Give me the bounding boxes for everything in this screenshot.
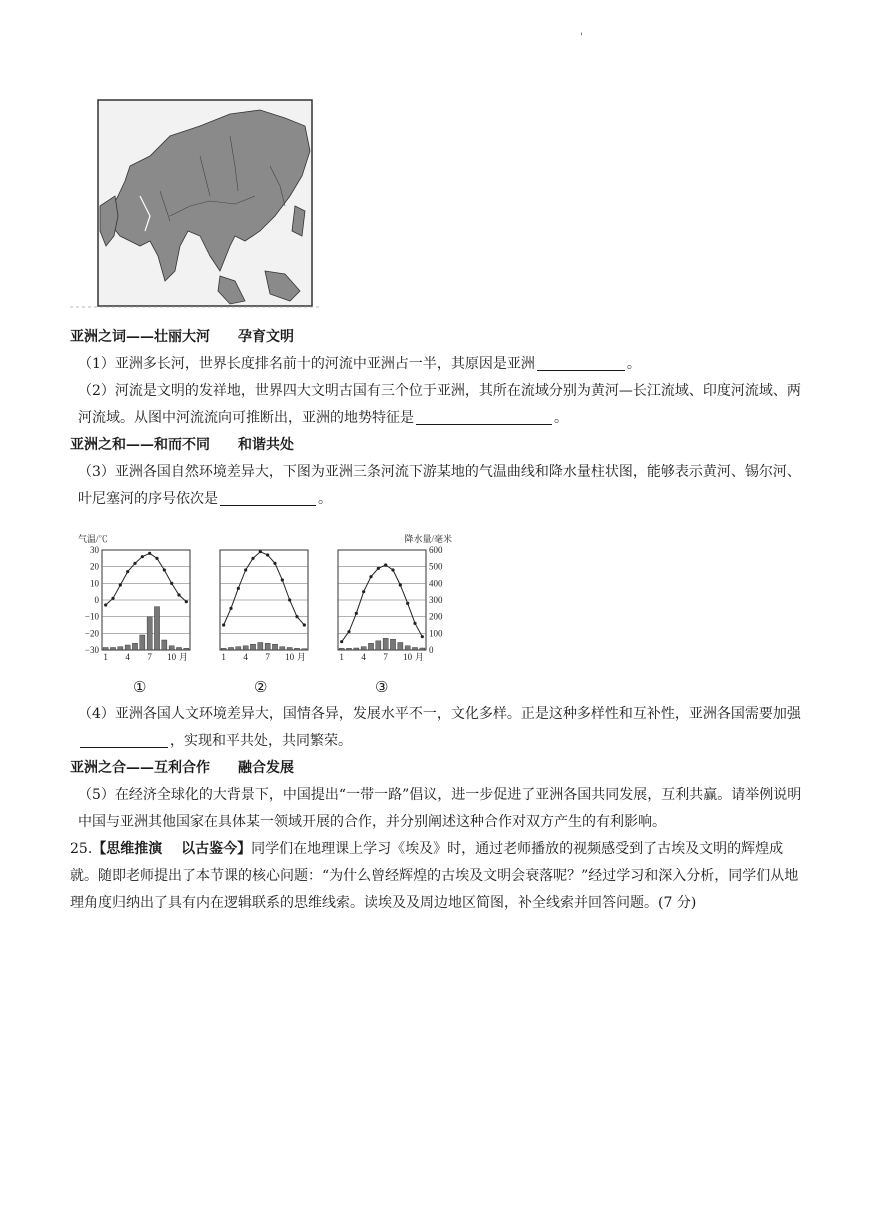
page-mark: ' xyxy=(580,32,583,43)
temperature-point xyxy=(413,622,416,625)
temperature-point xyxy=(273,562,276,565)
y2-tick-label: 500 xyxy=(429,561,443,572)
temperature-point xyxy=(369,575,372,578)
precipitation-bar xyxy=(294,648,299,650)
x-tick-label: 1 xyxy=(339,652,344,662)
temperature-point xyxy=(244,568,247,571)
section-title: 亚洲之和——和而不同 xyxy=(70,437,210,453)
section-heading-1 xyxy=(70,324,802,351)
precipitation-bar xyxy=(346,648,351,650)
temperature-point xyxy=(362,590,365,593)
question-text: （4）亚洲各国人文环境差异大，国情各异，发展水平不一，文化多样。正是这种多样性和互补性，亚洲各国需要加强 xyxy=(78,706,801,722)
question-text: （1）亚洲多长河，世界长度排名前十的河流中亚洲占一半，其原因是亚洲 xyxy=(78,356,535,372)
y-tick-label: 0 xyxy=(94,595,99,605)
temperature-point xyxy=(355,612,358,615)
precipitation-bar xyxy=(184,648,189,650)
y2-axis-title: 降水量/毫米 xyxy=(404,534,452,544)
section-subtitle: 融合发展 xyxy=(238,760,294,776)
precipitation-bar xyxy=(154,607,159,650)
question-text: 同学们在地理课上学习《埃及》时，通过老师播放的视频感受到了古埃及文明的辉煌成就。随即老师提出了本节课的核心问题：“为什么曾经辉煌的古埃及文明会衰落呢？”经过学习和深入分析，同学们从地理角度归纳出了具有内在逻辑联系的思维线索。读埃及及周边地区简图，补全线索并回答问题。(7 分) xyxy=(70,841,799,911)
temperature-point xyxy=(421,635,424,638)
x-tick-label: 1 xyxy=(103,652,108,662)
answer-blank-2[interactable] xyxy=(416,408,552,425)
x-tick-label: 4 xyxy=(125,652,130,662)
chart-label-3: ③ xyxy=(375,678,389,696)
temperature-point xyxy=(295,615,298,618)
precipitation-bar xyxy=(228,648,233,651)
y-tick-label: −20 xyxy=(84,628,99,639)
precipitation-bar xyxy=(383,638,388,650)
question-text: （3）亚洲各国自然环境差异大，下图为亚洲三条河流下游某地的气温曲线和降水量柱状图，能够表示黄河、锡尔河、叶尼塞河的序号依次是 xyxy=(78,464,801,507)
y2-tick-label: 200 xyxy=(429,611,443,622)
asia-map xyxy=(70,96,320,318)
chart-label-1: ① xyxy=(133,678,147,696)
temperature-point xyxy=(141,555,144,558)
chart-label-2: ② xyxy=(254,678,268,696)
precipitation-bar xyxy=(243,646,248,650)
temperature-point xyxy=(133,562,136,565)
x-unit-label: 月 xyxy=(178,652,188,662)
x-tick-label: 10 xyxy=(285,652,295,662)
y-tick-label: 30 xyxy=(90,545,99,555)
precipitation-bar xyxy=(147,617,152,650)
precipitation-bar xyxy=(169,646,174,650)
temperature-point xyxy=(281,578,284,581)
precipitation-bar xyxy=(125,645,130,650)
y-tick-label: 10 xyxy=(90,578,99,589)
precipitation-bar xyxy=(265,643,270,650)
temperature-point xyxy=(126,570,129,573)
answer-blank-1[interactable] xyxy=(537,354,625,371)
temperature-point xyxy=(119,583,122,586)
temperature-point xyxy=(266,553,269,556)
precipitation-bar xyxy=(221,648,226,650)
x-tick-label: 10 xyxy=(167,652,177,662)
section-title: 亚洲之词——壮丽大河 xyxy=(70,329,210,345)
answer-blank-3[interactable] xyxy=(220,489,316,506)
precipitation-bar xyxy=(361,647,366,650)
precipitation-bar xyxy=(176,648,181,651)
x-unit-label: 月 xyxy=(414,652,424,662)
question-3 xyxy=(70,459,802,513)
precipitation-bar xyxy=(302,649,307,650)
temperature-point xyxy=(163,568,166,571)
punct: 。 xyxy=(318,491,332,507)
temperature-point xyxy=(222,623,225,626)
precipitation-bar xyxy=(376,641,381,650)
temperature-point xyxy=(185,600,188,603)
x-tick-label: 4 xyxy=(243,652,248,662)
precipitation-bar xyxy=(272,644,277,650)
precipitation-bar xyxy=(420,648,425,650)
question-1 xyxy=(70,351,802,378)
section-subtitle: 孕育文明 xyxy=(238,329,294,345)
question-number: 25. xyxy=(70,841,93,857)
precipitation-bar xyxy=(140,635,145,650)
temperature-point xyxy=(384,563,387,566)
temperature-point xyxy=(155,557,158,560)
y-axis-title: 气温/℃ xyxy=(78,534,108,544)
temperature-point xyxy=(347,630,350,633)
precipitation-bar xyxy=(236,647,241,650)
temperature-point xyxy=(170,582,173,585)
punct: ，实现和平共处，共同繁荣。 xyxy=(170,733,352,749)
precipitation-bar xyxy=(398,643,403,651)
precipitation-bar xyxy=(405,646,410,650)
question-2 xyxy=(70,378,802,432)
precipitation-bar xyxy=(412,648,417,651)
precipitation-bar xyxy=(103,648,108,651)
x-unit-label: 月 xyxy=(296,652,306,662)
y2-tick-label: 300 xyxy=(429,595,443,605)
y2-tick-label: 600 xyxy=(429,545,443,555)
precipitation-bar xyxy=(258,643,263,651)
precipitation-bar xyxy=(162,640,167,650)
temperature-point xyxy=(303,623,306,626)
precipitation-bar xyxy=(110,648,115,651)
x-tick-label: 4 xyxy=(361,652,366,662)
temperature-point xyxy=(237,587,240,590)
y-tick-label: 20 xyxy=(90,561,99,572)
precipitation-bar xyxy=(280,647,285,650)
climate-charts xyxy=(70,520,470,670)
question-25 xyxy=(70,836,802,917)
section-subtitle: 和谐共处 xyxy=(238,437,294,453)
y2-tick-label: 0 xyxy=(429,645,434,655)
temperature-point xyxy=(391,568,394,571)
precipitation-bar xyxy=(118,647,123,650)
temperature-point xyxy=(377,567,380,570)
question-5: （5）在经济全球化的大背景下，中国提出“一带一路”倡议，进一步促进了亚洲各国共同发展，互利共赢。请举例说明中国与亚洲其他国家在具体某一领域开展的合作，并分别阐述这种合作对双方产生的有利影响。 xyxy=(78,787,802,830)
x-tick-label: 1 xyxy=(221,652,226,662)
punct: 。 xyxy=(554,410,568,426)
y2-tick-label: 100 xyxy=(429,628,443,639)
temperature-point xyxy=(111,597,114,600)
section-heading-3 xyxy=(70,755,802,782)
question-4 xyxy=(70,701,802,755)
temperature-point xyxy=(229,607,232,610)
question-text: （2）河流是文明的发祥地，世界四大文明古国有三个位于亚洲，其所在流域分别为黄河—长江流域、印度河流域、两河流域。从图中河流流向可推断出，亚洲的地势特征是 xyxy=(78,383,801,426)
temperature-point xyxy=(251,557,254,560)
section-title: 亚洲之合——互利合作 xyxy=(70,760,210,776)
section-heading-2 xyxy=(70,432,802,459)
precipitation-bar xyxy=(354,648,359,650)
temperature-point xyxy=(148,552,151,555)
temperature-point xyxy=(406,602,409,605)
precipitation-bar xyxy=(339,648,344,650)
temperature-point xyxy=(259,550,262,553)
precipitation-bar xyxy=(368,643,373,650)
temperature-point xyxy=(104,603,107,606)
y-tick-label: −10 xyxy=(84,611,99,622)
answer-blank-4[interactable] xyxy=(80,731,168,748)
precipitation-bar xyxy=(250,644,255,650)
temperature-point xyxy=(340,640,343,643)
question-tag: 【思维推演 以古鉴今】 xyxy=(92,841,252,857)
punct: 。 xyxy=(626,356,641,372)
precipitation-bar xyxy=(287,648,292,651)
x-tick-label: 7 xyxy=(383,652,388,662)
x-tick-label: 7 xyxy=(265,652,270,662)
temperature-point xyxy=(288,598,291,601)
temperature-point xyxy=(177,593,180,596)
precipitation-bar xyxy=(132,643,137,650)
y2-tick-label: 400 xyxy=(429,578,443,589)
precipitation-bar xyxy=(390,639,395,650)
temperature-point xyxy=(399,583,402,586)
x-tick-label: 10 xyxy=(403,652,413,662)
y-tick-label: −30 xyxy=(84,645,99,655)
x-tick-label: 7 xyxy=(147,652,152,662)
